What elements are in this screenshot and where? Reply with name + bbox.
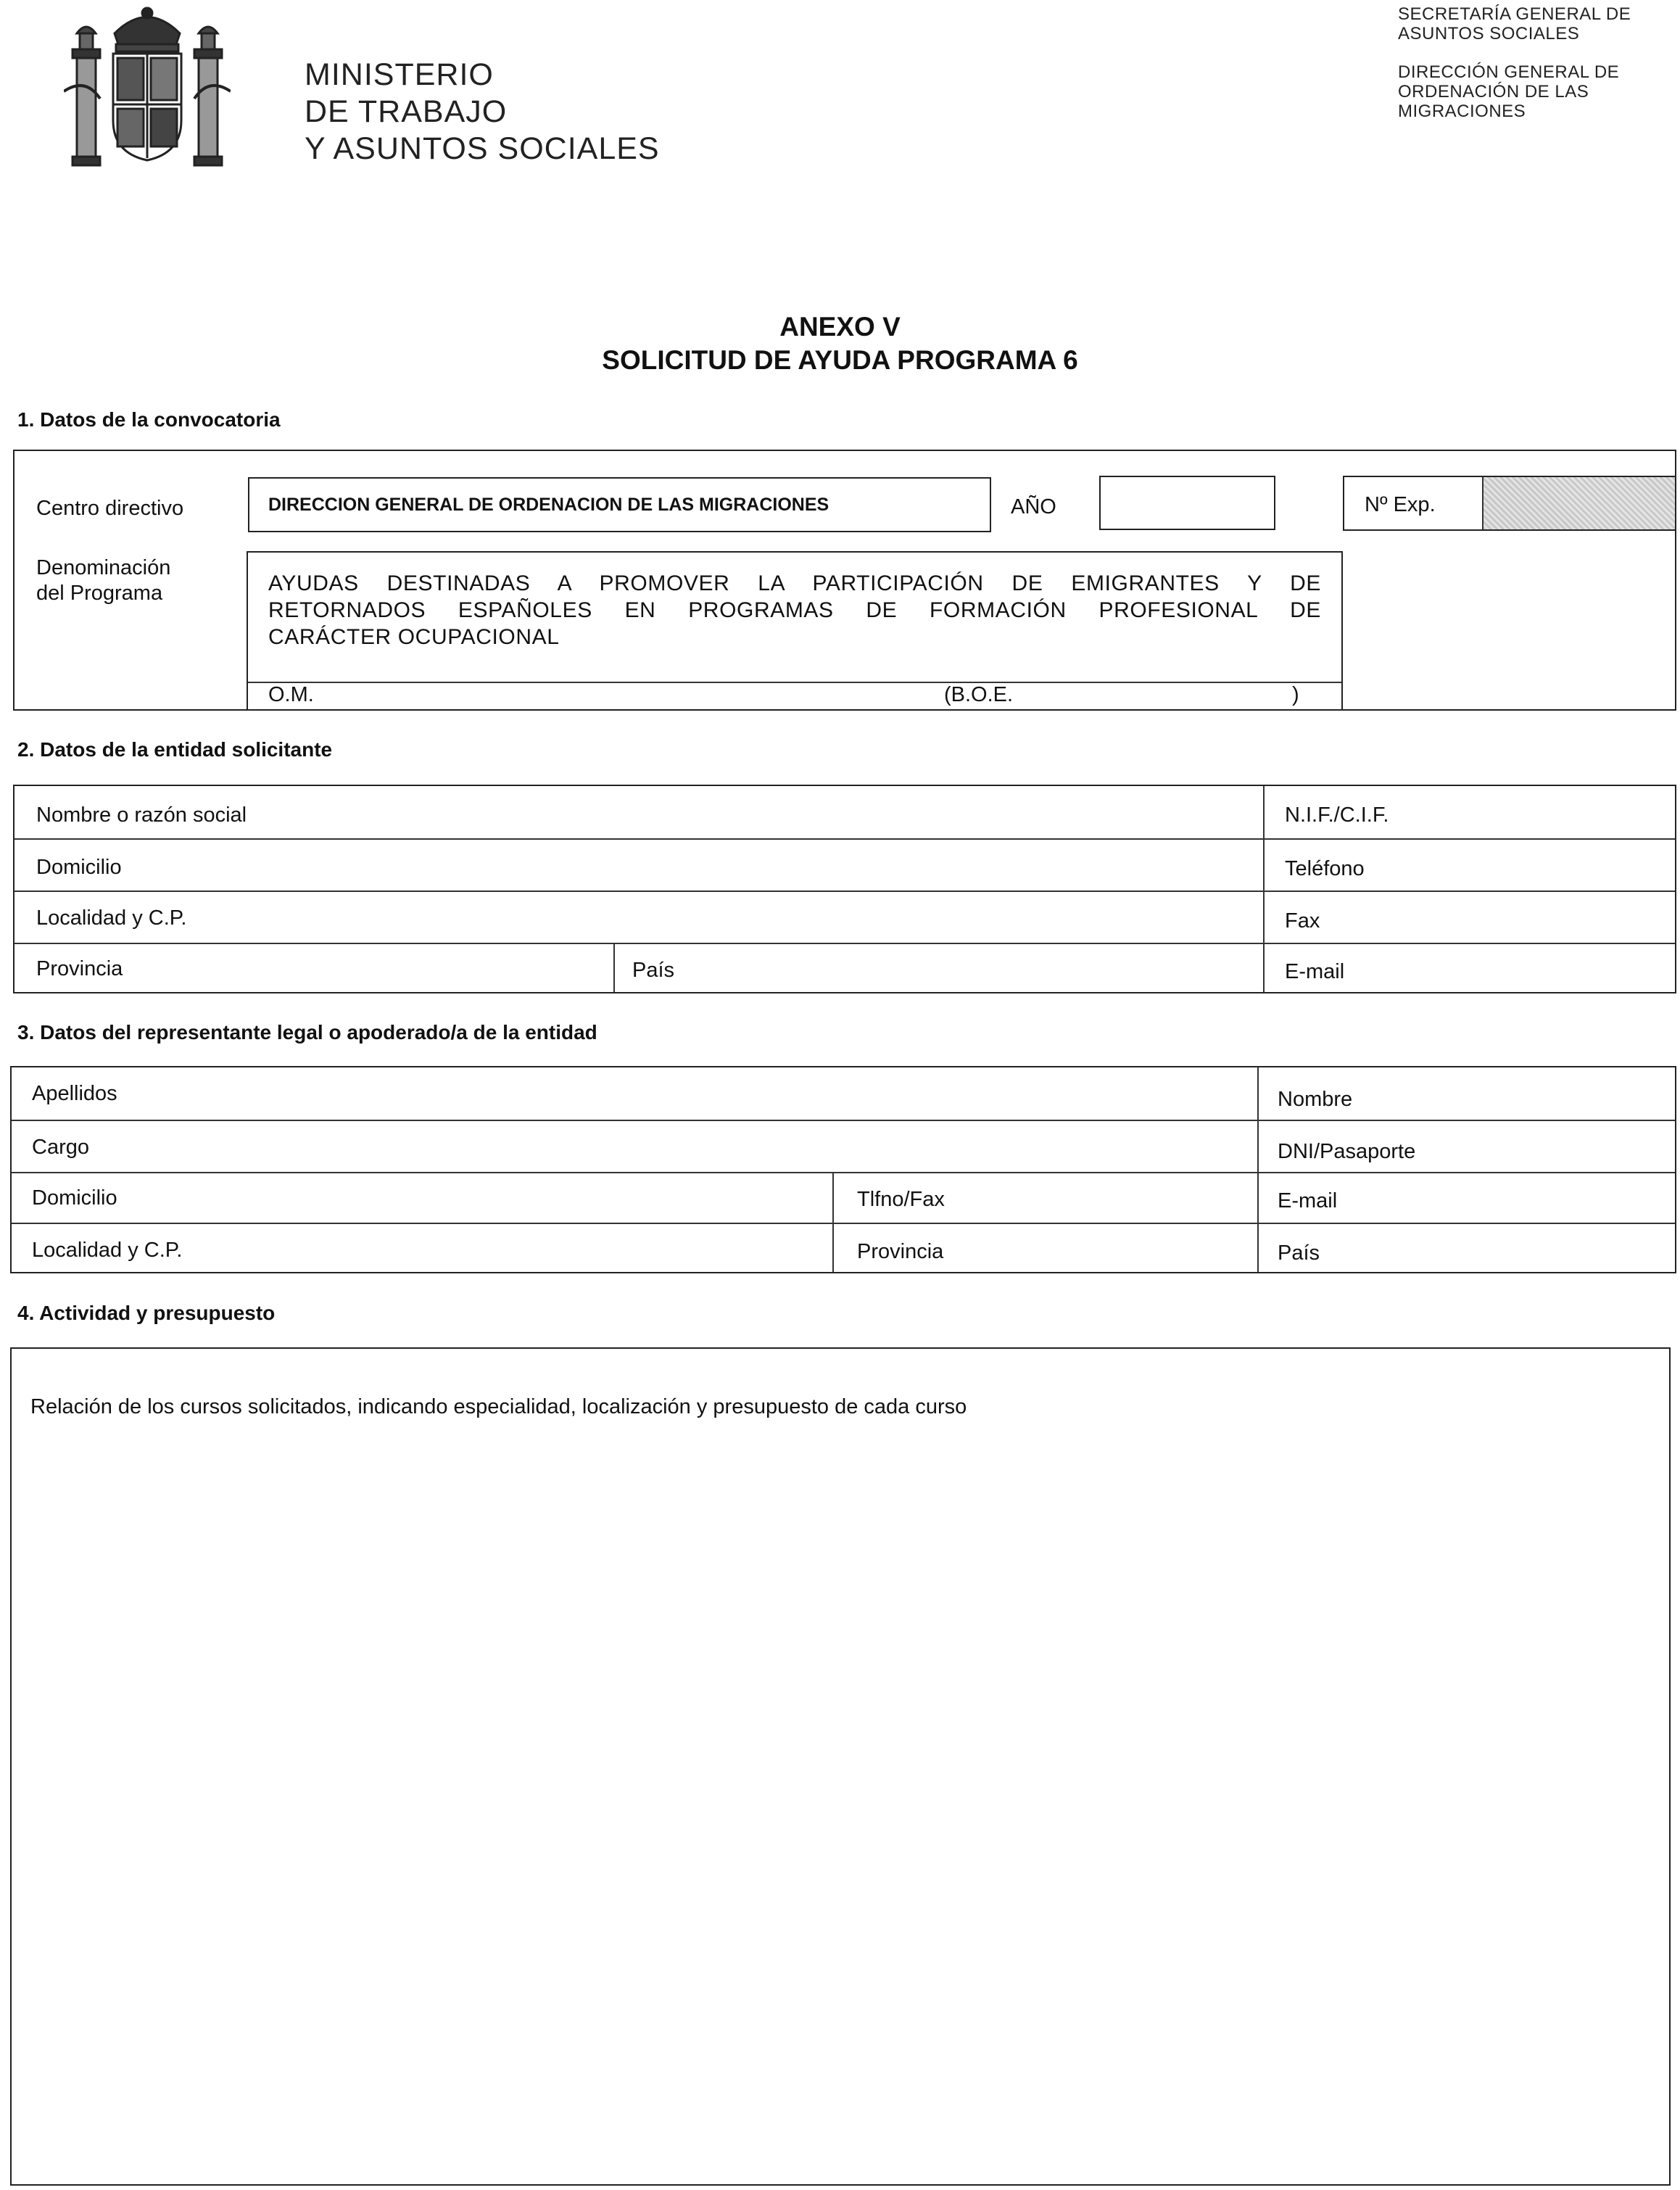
section-2-table bbox=[13, 785, 1676, 993]
entidad-nombre-field[interactable]: Nombre o razón social bbox=[36, 803, 247, 827]
relacion-cursos-label: Relación de los cursos solicitados, indicando especialidad, localización y presupuesto de cada curso bbox=[30, 1395, 967, 1418]
coat-of-arms-icon bbox=[64, 4, 231, 171]
rep-tlfno-field[interactable]: Tlfno/Fax bbox=[857, 1188, 945, 1211]
entidad-domicilio-field[interactable]: Domicilio bbox=[36, 856, 122, 879]
rep-email-field[interactable]: E-mail bbox=[1278, 1189, 1338, 1212]
department-header bbox=[1398, 4, 1631, 121]
programa-line-3: CARÁCTER OCUPACIONAL bbox=[268, 625, 560, 649]
om-label[interactable]: O.M. bbox=[268, 683, 314, 706]
boe-close: ) bbox=[1292, 683, 1299, 706]
section-4-heading: 4. Actividad y presupuesto bbox=[17, 1302, 276, 1324]
section-3-heading: 3. Datos del representante legal o apoderado/a de la entidad bbox=[17, 1021, 597, 1044]
boe-label[interactable]: (B.O.E. bbox=[944, 683, 1014, 706]
section-3-table bbox=[10, 1066, 1676, 1273]
programa-text bbox=[268, 570, 1321, 650]
nexp-field[interactable] bbox=[1343, 476, 1675, 531]
actividad-presupuesto-box[interactable] bbox=[10, 1347, 1671, 2186]
entidad-provincia-field[interactable]: Provincia bbox=[36, 957, 123, 980]
secretaria-line-2: ASUNTOS SOCIALES bbox=[1398, 24, 1580, 44]
rep-cargo-field[interactable]: Cargo bbox=[32, 1136, 89, 1159]
entidad-localidad-field[interactable]: Localidad y C.P. bbox=[36, 906, 187, 930]
rep-localidad-field[interactable]: Localidad y C.P. bbox=[32, 1239, 183, 1262]
nexp-shaded-area bbox=[1482, 477, 1675, 529]
rep-apellidos-field[interactable]: Apellidos bbox=[32, 1082, 117, 1105]
entidad-fax-field[interactable]: Fax bbox=[1285, 909, 1320, 933]
centro-directivo-label: Centro directivo bbox=[36, 497, 184, 520]
rep-pais-field[interactable]: País bbox=[1278, 1241, 1320, 1265]
nexp-label: Nº Exp. bbox=[1365, 493, 1436, 516]
direccion-line-3: MIGRACIONES bbox=[1398, 102, 1526, 121]
ministry-line-1: MINISTERIO bbox=[305, 57, 494, 92]
programa-box bbox=[247, 551, 1343, 711]
rep-provincia-field[interactable]: Provincia bbox=[857, 1240, 944, 1263]
ano-field[interactable] bbox=[1099, 476, 1275, 530]
direccion-line-2: ORDENACIÓN DE LAS bbox=[1398, 82, 1589, 102]
section-2-heading: 2. Datos de la entidad solicitante bbox=[17, 738, 333, 761]
programa-line-1: AYUDAS DESTINADAS A PROMOVER LA PARTICIPACIÓN DE EMIGRANTES Y DE bbox=[268, 571, 1321, 595]
centro-directivo-value: DIRECCION GENERAL DE ORDENACION DE LAS MIGRACIONES bbox=[268, 495, 829, 515]
direccion-line-1: DIRECCIÓN GENERAL DE bbox=[1398, 62, 1620, 82]
ano-label: AÑO bbox=[1011, 495, 1056, 518]
denominacion-label-2: del Programa bbox=[36, 582, 163, 605]
denominacion-label-1: Denominación bbox=[36, 556, 171, 579]
entidad-nif-field[interactable]: N.I.F./C.I.F. bbox=[1285, 803, 1389, 827]
entidad-email-field[interactable]: E-mail bbox=[1285, 960, 1345, 983]
section-1-heading: 1. Datos de la convocatoria bbox=[17, 408, 281, 431]
centro-directivo-field[interactable] bbox=[248, 477, 991, 532]
secretaria-line-1: SECRETARÍA GENERAL DE bbox=[1398, 4, 1631, 24]
ministry-line-2: DE TRABAJO bbox=[305, 94, 508, 129]
page-title: ANEXO V bbox=[779, 312, 901, 342]
entidad-telefono-field[interactable]: Teléfono bbox=[1285, 857, 1365, 880]
rep-dni-field[interactable]: DNI/Pasaporte bbox=[1278, 1140, 1416, 1163]
rep-domicilio-field[interactable]: Domicilio bbox=[32, 1186, 117, 1210]
ministry-name bbox=[305, 57, 660, 168]
entidad-pais-field[interactable]: País bbox=[632, 959, 675, 982]
rep-nombre-field[interactable]: Nombre bbox=[1278, 1088, 1353, 1111]
programa-line-2: RETORNADOS ESPAÑOLES EN PROGRAMAS DE FORMACIÓN PROFESIONAL DE bbox=[268, 598, 1321, 622]
ministry-line-3: Y ASUNTOS SOCIALES bbox=[305, 131, 660, 166]
page-subtitle: SOLICITUD DE AYUDA PROGRAMA 6 bbox=[602, 345, 1078, 375]
